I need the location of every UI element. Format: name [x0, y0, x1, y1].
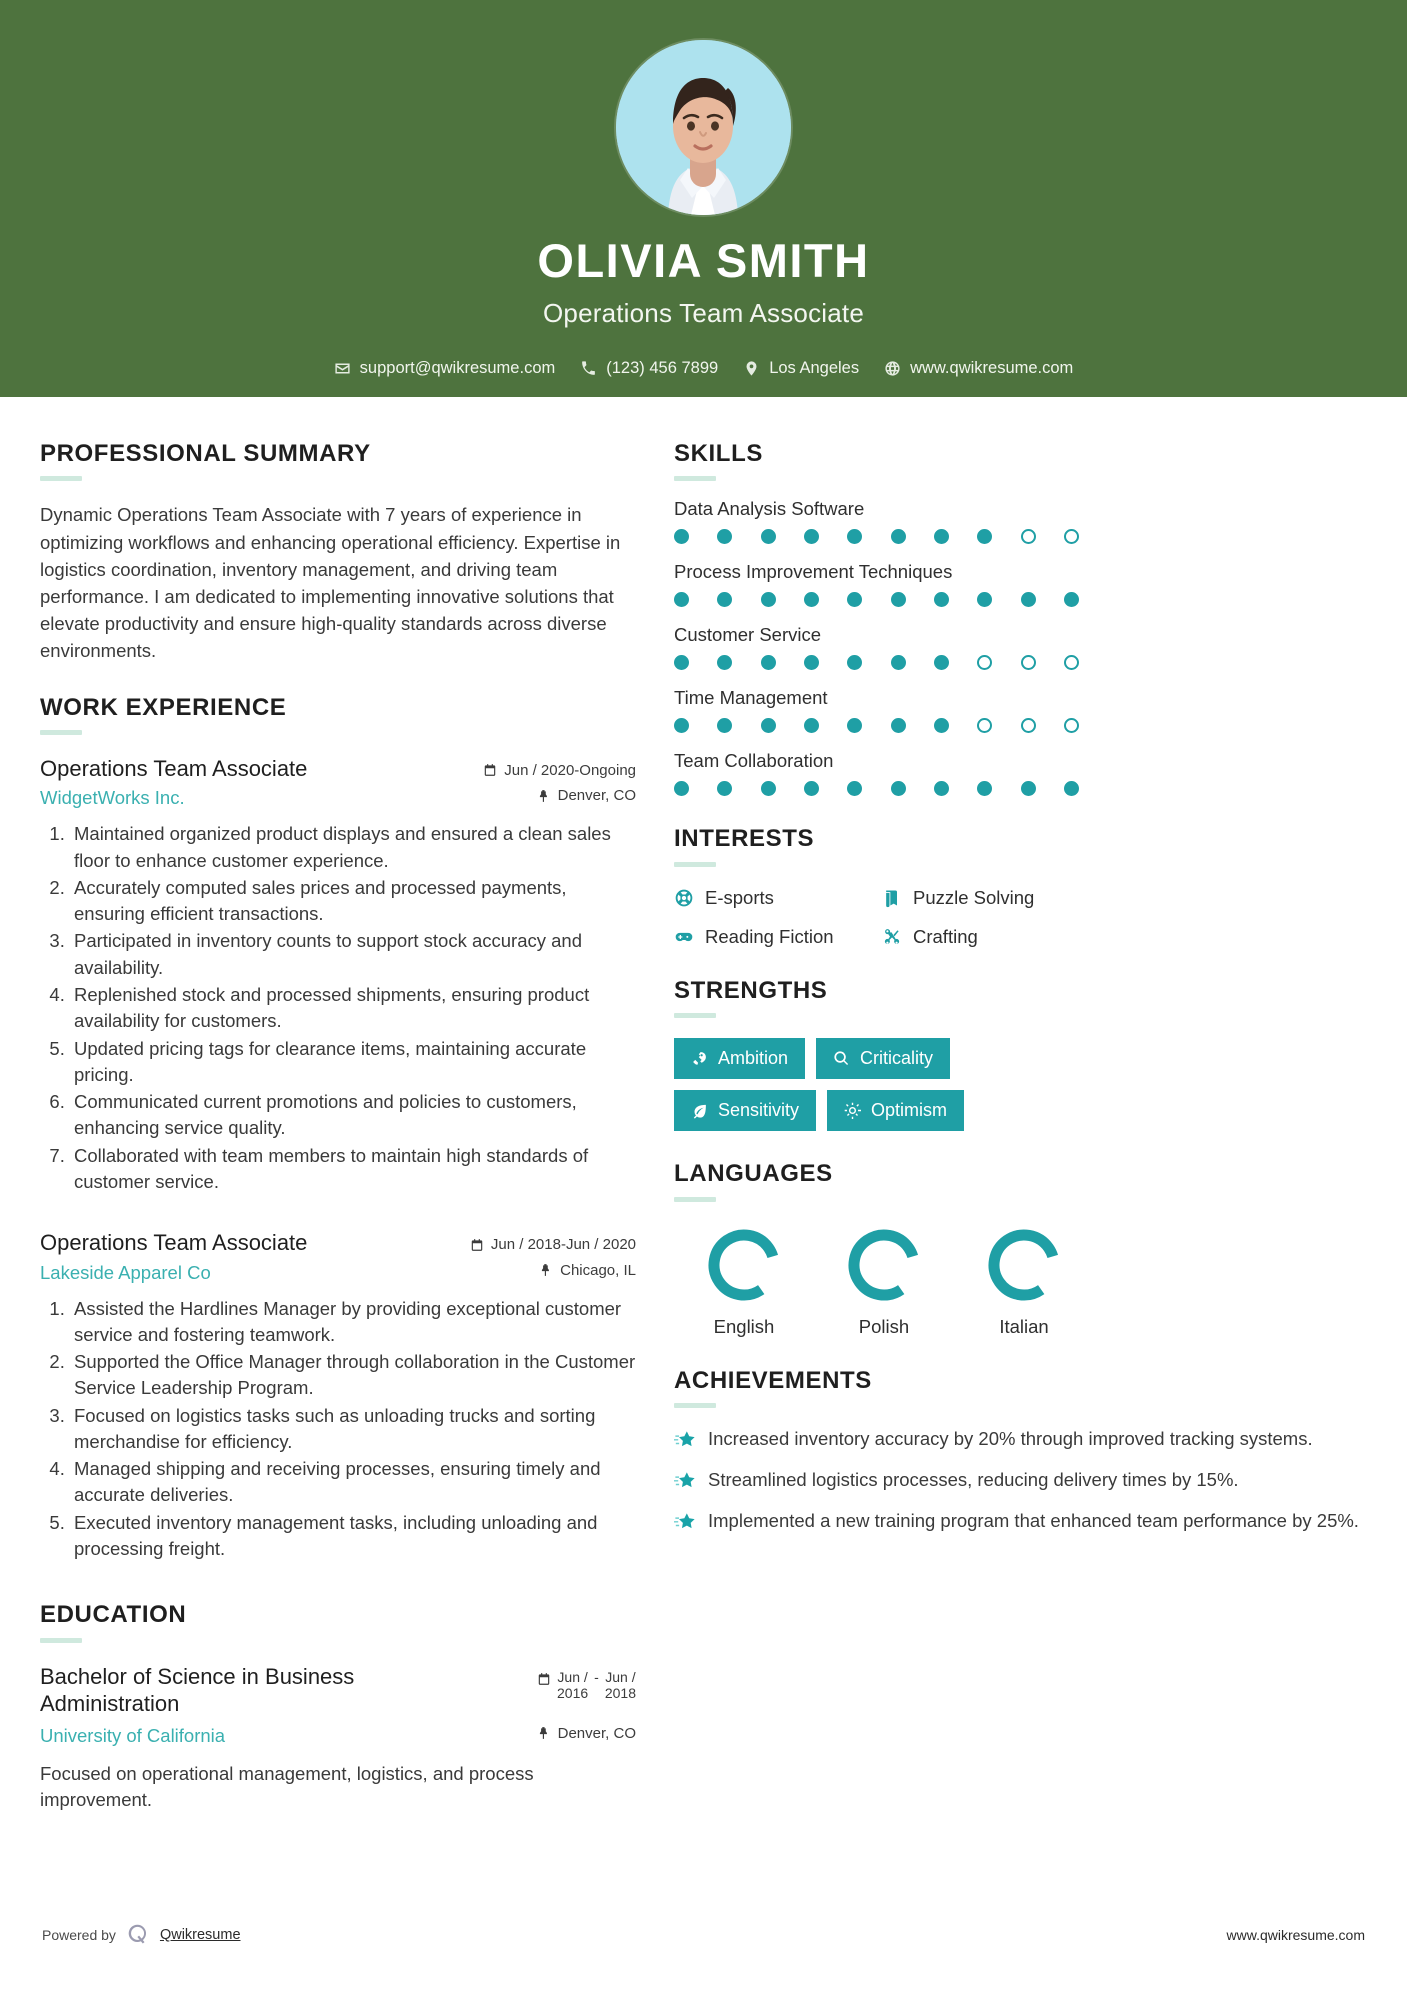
- language-progress-ring: [843, 1224, 925, 1306]
- education-date-separator: -: [594, 1668, 599, 1685]
- strength-label: Sensitivity: [718, 1100, 800, 1121]
- section-rule: [674, 1403, 716, 1408]
- section-work-experience: [40, 695, 636, 1563]
- job-bullet: 3. Focused on logistics tasks such as unloading trucks and sorting merchandise for efficiency.: [70, 1403, 636, 1456]
- skill-dot-empty: [1064, 718, 1079, 733]
- skill-rating: [674, 718, 1079, 733]
- skill-dot-filled: [891, 781, 906, 796]
- job-role-subtitle: Operations Team Associate: [542, 298, 865, 328]
- section-rule: [674, 1197, 716, 1202]
- job-bullet: 4. Replenished stock and processed shipments, ensuring product availability for customers.: [70, 982, 636, 1035]
- job-location-text: Chicago, IL: [560, 1261, 636, 1279]
- leaf-icon: [691, 1102, 708, 1119]
- job-bullet: 4. Managed shipping and receiving processes, ensuring timely and accurate deliveries.: [70, 1456, 636, 1509]
- resume-body: [0, 397, 1407, 1843]
- achievement-item: [674, 1426, 1367, 1452]
- avatar: [616, 40, 791, 215]
- skill-dot-filled: [804, 592, 819, 607]
- contact-email-text: support@qwikresume.com: [359, 359, 556, 377]
- education-degree: Bachelor of Science in Business Administration: [40, 1663, 355, 1717]
- skill-dot-filled: [761, 592, 776, 607]
- section-rule: [674, 1013, 716, 1018]
- summary-text: Dynamic Operations Team Associate with 7 years of experience in optimizing workflows and enhancing operational efficiency. Expertise in logistics coordination, inventory management, and driving team performance. I am dedicated to implementing innovative solutions that elevate productivity and ensure high-quality standards across diverse environments.: [40, 504, 621, 662]
- skill-dot-filled: [717, 781, 732, 796]
- skill-dot-filled: [891, 529, 906, 544]
- skill-dot-filled: [804, 529, 819, 544]
- job-dates-text: Jun / 2018-Jun / 2020: [490, 1236, 636, 1254]
- skill-dot-filled: [717, 592, 732, 607]
- section-title-languages: LANGUAGES: [674, 1160, 833, 1188]
- education-end: [605, 1669, 636, 1702]
- calendar-icon: [470, 1238, 484, 1252]
- education-end-month: Jun /: [605, 1668, 636, 1685]
- phone-icon: [580, 360, 597, 377]
- skill-dot-filled: [847, 718, 862, 733]
- education-school: University of California: [40, 1724, 226, 1746]
- strength-tag: [674, 1038, 805, 1079]
- strength-tag: [674, 1090, 816, 1131]
- skill-dot-filled: [674, 655, 689, 670]
- achievements-list: [674, 1426, 1367, 1534]
- skill-dot-empty: [1064, 529, 1079, 544]
- skill-dot-filled: [761, 655, 776, 670]
- skill-dot-filled: [847, 529, 862, 544]
- language-label: Polish: [858, 1315, 910, 1337]
- interests-grid: [674, 887, 1367, 948]
- job-bullet: 3. Participated in inventory counts to support stock accuracy and availability.: [70, 928, 636, 981]
- education-entry: [40, 1663, 636, 1814]
- page-title: OLIVIA SMITH: [537, 234, 870, 287]
- skill-dot-filled: [761, 529, 776, 544]
- footer-website: www.qwikresume.com: [1226, 1927, 1365, 1943]
- interest-label: E-sports: [705, 886, 774, 908]
- strength-label: Optimism: [871, 1100, 948, 1121]
- lifebuoy-icon: [674, 888, 694, 908]
- skill-dot-filled: [1021, 592, 1036, 607]
- education-end-year: 2018: [604, 1685, 636, 1702]
- skill-dot-filled: [934, 529, 949, 544]
- pin-icon: [537, 789, 551, 803]
- job-bullet: 1. Assisted the Hardlines Manager by providing exceptional customer service and fostering teamwork.: [70, 1296, 636, 1349]
- skill-dot-filled: [717, 655, 732, 670]
- section-rule: [40, 1638, 82, 1643]
- contact-phone-text: (123) 456 7899: [606, 359, 719, 377]
- strength-label: Ambition: [718, 1048, 789, 1069]
- calendar-icon: [537, 1672, 551, 1686]
- job-location: [537, 782, 636, 804]
- achievement-text: Implemented a new training program that enhanced team performance by 25%.: [708, 1509, 1359, 1531]
- job-company: Lakeside Apparel Co: [40, 1261, 211, 1283]
- skill-dot-filled: [1064, 592, 1079, 607]
- job-bullet: 6. Communicated current promotions and policies to customers, enhancing service quality.: [70, 1089, 636, 1142]
- skill-dot-filled: [891, 655, 906, 670]
- right-column: [674, 441, 1367, 1843]
- contact-phone[interactable]: [572, 359, 726, 378]
- section-achievements: [674, 1368, 1367, 1534]
- strengths-tags: [674, 1038, 1090, 1131]
- star-icon: [674, 1470, 696, 1492]
- job-location-text: Denver, CO: [557, 787, 636, 805]
- education-dates: [537, 1663, 636, 1702]
- skill-dot-filled: [1021, 781, 1036, 796]
- contact-bar: [326, 359, 1082, 378]
- skill-item: [674, 561, 1367, 607]
- skill-dot-filled: [761, 718, 776, 733]
- interest-label: Crafting: [913, 925, 978, 947]
- education-location: [537, 1720, 636, 1742]
- job-position: Operations Team Associate: [40, 755, 308, 781]
- interest-item: [674, 887, 882, 909]
- education-description: Focused on operational management, logistics, and process improvement.: [40, 1762, 534, 1810]
- skill-dot-empty: [1021, 718, 1036, 733]
- skill-dot-filled: [977, 781, 992, 796]
- globe-icon: [884, 360, 901, 377]
- job-dates-text: Jun / 2020-Ongoing: [504, 761, 636, 779]
- skill-dot-filled: [1064, 781, 1079, 796]
- resume-footer: [0, 1922, 1407, 1948]
- skill-dot-filled: [804, 718, 819, 733]
- job-entry: [40, 755, 636, 1195]
- skill-rating: [674, 655, 1079, 670]
- section-rule: [40, 730, 82, 735]
- map-pin-icon: [743, 360, 760, 377]
- job-bullet: 1. Maintained organized product displays and ensured a clean sales floor to enhance customer experience.: [70, 821, 636, 874]
- skill-dot-filled: [674, 781, 689, 796]
- skills-list: [674, 498, 1367, 796]
- skill-dot-filled: [934, 655, 949, 670]
- skill-dot-filled: [977, 592, 992, 607]
- resume-header: [0, 0, 1407, 397]
- section-title-summary: PROFESSIONAL SUMMARY: [40, 440, 371, 467]
- skill-rating: [674, 592, 1079, 607]
- job-bullet: 7. Collaborated with team members to maintain high standards of customer service.: [70, 1143, 636, 1196]
- job-bullet: 5. Executed inventory management tasks, including unloading and processing freight.: [70, 1510, 636, 1563]
- strength-tag: [816, 1038, 950, 1079]
- powered-by-label: Powered by: [42, 1927, 116, 1943]
- skill-label: Customer Service: [674, 624, 822, 646]
- skill-dot-filled: [674, 592, 689, 607]
- education-start-month: Jun /: [557, 1668, 588, 1685]
- section-title-education: EDUCATION: [40, 1601, 187, 1629]
- pin-icon: [539, 1263, 553, 1277]
- skill-dot-filled: [934, 718, 949, 733]
- section-title-strengths: STRENGTHS: [674, 976, 828, 1004]
- job-bullet: 2. Supported the Office Manager through collaboration in the Customer Service Leadership Program.: [70, 1349, 636, 1402]
- skill-dot-filled: [674, 718, 689, 733]
- star-icon: [674, 1429, 696, 1451]
- language-label: English: [713, 1315, 775, 1337]
- skill-dot-filled: [847, 781, 862, 796]
- job-bullet: 5. Updated pricing tags for clearance items, maintaining accurate pricing.: [70, 1036, 636, 1089]
- section-rule: [674, 862, 716, 867]
- skill-dot-filled: [761, 781, 776, 796]
- language-progress-ring: [703, 1224, 785, 1306]
- education-location-text: Denver, CO: [557, 1724, 636, 1742]
- job-bullets: [40, 821, 636, 1195]
- section-skills: [674, 441, 1367, 796]
- skill-label: Team Collaboration: [674, 750, 834, 772]
- skill-dot-empty: [1064, 655, 1079, 670]
- job-entry: [40, 1229, 636, 1562]
- section-rule: [674, 476, 716, 481]
- scissors-icon: [882, 927, 902, 947]
- achievement-item: [674, 1467, 1367, 1493]
- interest-item: [882, 887, 1367, 909]
- skill-item: [674, 750, 1367, 796]
- achievement-text: Streamlined logistics processes, reducing delivery times by 15%.: [708, 1468, 1239, 1490]
- skill-dot-filled: [891, 718, 906, 733]
- skill-dot-filled: [847, 655, 862, 670]
- skill-label: Process Improvement Techniques: [674, 561, 953, 583]
- skill-rating: [674, 529, 1079, 544]
- skill-dot-filled: [977, 529, 992, 544]
- section-title-work: WORK EXPERIENCE: [40, 693, 287, 721]
- language-item: [814, 1224, 954, 1338]
- contact-website-text: www.qwikresume.com: [910, 359, 1074, 377]
- section-strengths: [674, 978, 1367, 1131]
- envelope-icon: [334, 360, 351, 377]
- pin-icon: [537, 1726, 551, 1740]
- skill-dot-filled: [934, 592, 949, 607]
- magnifier-icon: [833, 1050, 850, 1067]
- skill-dot-empty: [1021, 655, 1036, 670]
- section-interests: [674, 826, 1367, 947]
- skill-dot-empty: [977, 655, 992, 670]
- skill-dot-filled: [934, 781, 949, 796]
- rocket-icon: [691, 1050, 708, 1067]
- section-title-achievements: ACHIEVEMENTS: [674, 1366, 872, 1394]
- contact-website[interactable]: [876, 359, 1081, 378]
- section-education: [40, 1602, 636, 1813]
- job-bullet: 2. Accurately computed sales prices and processed payments, ensuring efficient transactions.: [70, 875, 636, 928]
- skill-dot-filled: [804, 655, 819, 670]
- achievement-text: Increased inventory accuracy by 20% through improved tracking systems.: [708, 1427, 1313, 1449]
- star-icon: [674, 1511, 696, 1533]
- skill-dot-filled: [891, 592, 906, 607]
- language-label: Italian: [999, 1315, 1049, 1337]
- languages-list: [674, 1224, 1094, 1338]
- skill-dot-filled: [717, 529, 732, 544]
- education-start: [557, 1669, 588, 1702]
- skill-dot-filled: [674, 529, 689, 544]
- strength-tag: [827, 1090, 964, 1131]
- job-company: WidgetWorks Inc.: [40, 787, 185, 809]
- job-dates: [470, 1229, 636, 1253]
- skill-dot-filled: [847, 592, 862, 607]
- achievement-item: [674, 1508, 1367, 1534]
- section-title-skills: SKILLS: [674, 440, 763, 467]
- contact-location[interactable]: [735, 359, 867, 378]
- contact-email[interactable]: [326, 359, 564, 378]
- section-title-interests: INTERESTS: [674, 825, 815, 853]
- interest-label: Reading Fiction: [705, 925, 834, 947]
- skill-dot-empty: [977, 718, 992, 733]
- gamepad-icon: [674, 927, 694, 947]
- skill-item: [674, 687, 1367, 733]
- book-icon: [882, 888, 902, 908]
- job-position: Operations Team Associate: [40, 1230, 308, 1256]
- skill-item: [674, 624, 1367, 670]
- education-start-year: 2016: [557, 1685, 589, 1702]
- strength-label: Criticality: [860, 1048, 934, 1069]
- interest-item: [882, 926, 1367, 948]
- language-item: [954, 1224, 1094, 1338]
- skill-dot-empty: [1021, 529, 1036, 544]
- job-location: [539, 1257, 636, 1279]
- language-item: [674, 1224, 814, 1338]
- qwikresume-brand-link[interactable]: Qwikresume: [159, 1927, 241, 1943]
- skill-rating: [674, 781, 1079, 796]
- interest-label: Puzzle Solving: [913, 886, 1035, 908]
- interest-item: [674, 926, 882, 948]
- calendar-icon: [483, 763, 497, 777]
- job-bullets: [40, 1296, 636, 1563]
- powered-by: [42, 1922, 241, 1948]
- sun-icon: [844, 1102, 861, 1119]
- skill-dot-filled: [717, 718, 732, 733]
- language-progress-ring: [983, 1224, 1065, 1306]
- skill-dot-filled: [804, 781, 819, 796]
- qwikresume-logo-icon: [125, 1922, 151, 1948]
- job-dates: [483, 755, 636, 779]
- left-column: [40, 441, 636, 1843]
- skill-label: Time Management: [674, 687, 828, 709]
- skill-item: [674, 498, 1367, 544]
- section-professional-summary: [40, 441, 636, 665]
- skill-label: Data Analysis Software: [674, 498, 865, 520]
- contact-location-text: Los Angeles: [769, 359, 860, 377]
- section-languages: [674, 1161, 1367, 1337]
- section-rule: [40, 476, 82, 481]
